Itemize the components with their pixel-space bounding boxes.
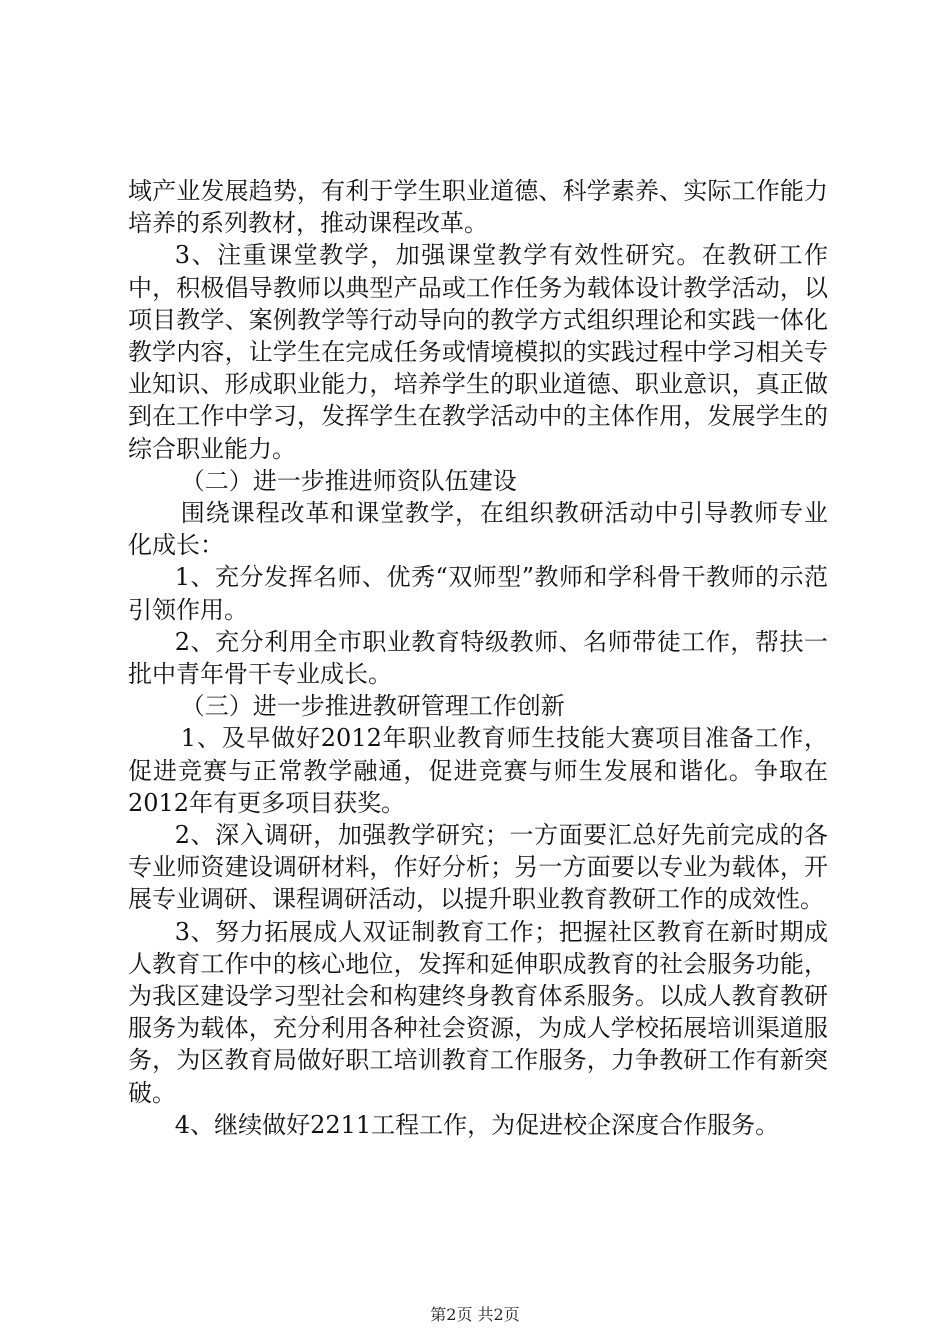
paragraph-item-2: 2、充分利用全市职业教育特级教师、名师带徒工作，帮扶一批中青年骨干专业成长。: [128, 627, 828, 689]
paragraph-item-3b: 3、努力拓展成人双证制教育工作；把握社区教育在新时期成人教育工作中的核心地位，发挥和延伸职成教育的社会服务功能，为我区建设学习型社会和构建终身教育体系服务。以成人教育教研服务为载体，充分利用各种社会资源，为成人学校拓展培训渠道服务，为区教育局做好职工培训教育工作服务，力争教研工作有新突破。: [128, 917, 828, 1107]
paragraph-item-3: 3、注重课堂教学，加强课堂教学有效性研究。在教研工作中，积极倡导教师以典型产品或工作任务为载体设计教学活动，以项目教学、案例教学等行动导向的教学方式组织理论和实践一体化教学内容，让学生在完成任务或情境模拟的实践过程中学习相关专业知识、形成职业能力，培养学生的职业道德、职业意识，真正做到在工作中学习，发挥学生在教学活动中的主体作用，发展学生的综合职业能力。: [128, 241, 828, 463]
page-number-footer: 第2页 共2页: [430, 1305, 520, 1324]
paragraph-item-2b: 2、深入调研，加强教学研究；一方面要汇总好先前完成的各专业师资建设调研材料，作好分析；另一方面要以专业为载体，开展专业调研、课程调研活动，以提升职业教育教研工作的成效性。: [128, 821, 828, 914]
section-heading-3: （三）进一步推进教研管理工作创新: [180, 692, 565, 721]
paragraph-continuation: 域产业发展趋势，有利于学生职业道德、科学素养、实际工作能力培养的系列教材，推动课程改革。: [128, 177, 828, 238]
paragraph-item-4b: 4、继续做好2211工程工作，为促进校企深度合作服务。: [174, 1110, 780, 1139]
paragraph-item-1: 1、充分发挥名师、优秀“双师型”教师和学科骨干教师的示范引领作用。: [128, 563, 828, 624]
paragraph-item-1b: 1、及早做好2012年职业教育师生技能大赛项目准备工作，促进竞赛与正常教学融通，促进竞赛与师生发展和谐化。争取在2012年有更多项目获奖。: [128, 724, 828, 817]
document-body: [128, 175, 828, 1141]
section-heading-2: （二）进一步推进师资队伍建设: [180, 466, 517, 495]
paragraph-intro: 围绕课程改革和课堂教学，在组织教研活动中引导教师专业化成长：: [128, 499, 828, 560]
